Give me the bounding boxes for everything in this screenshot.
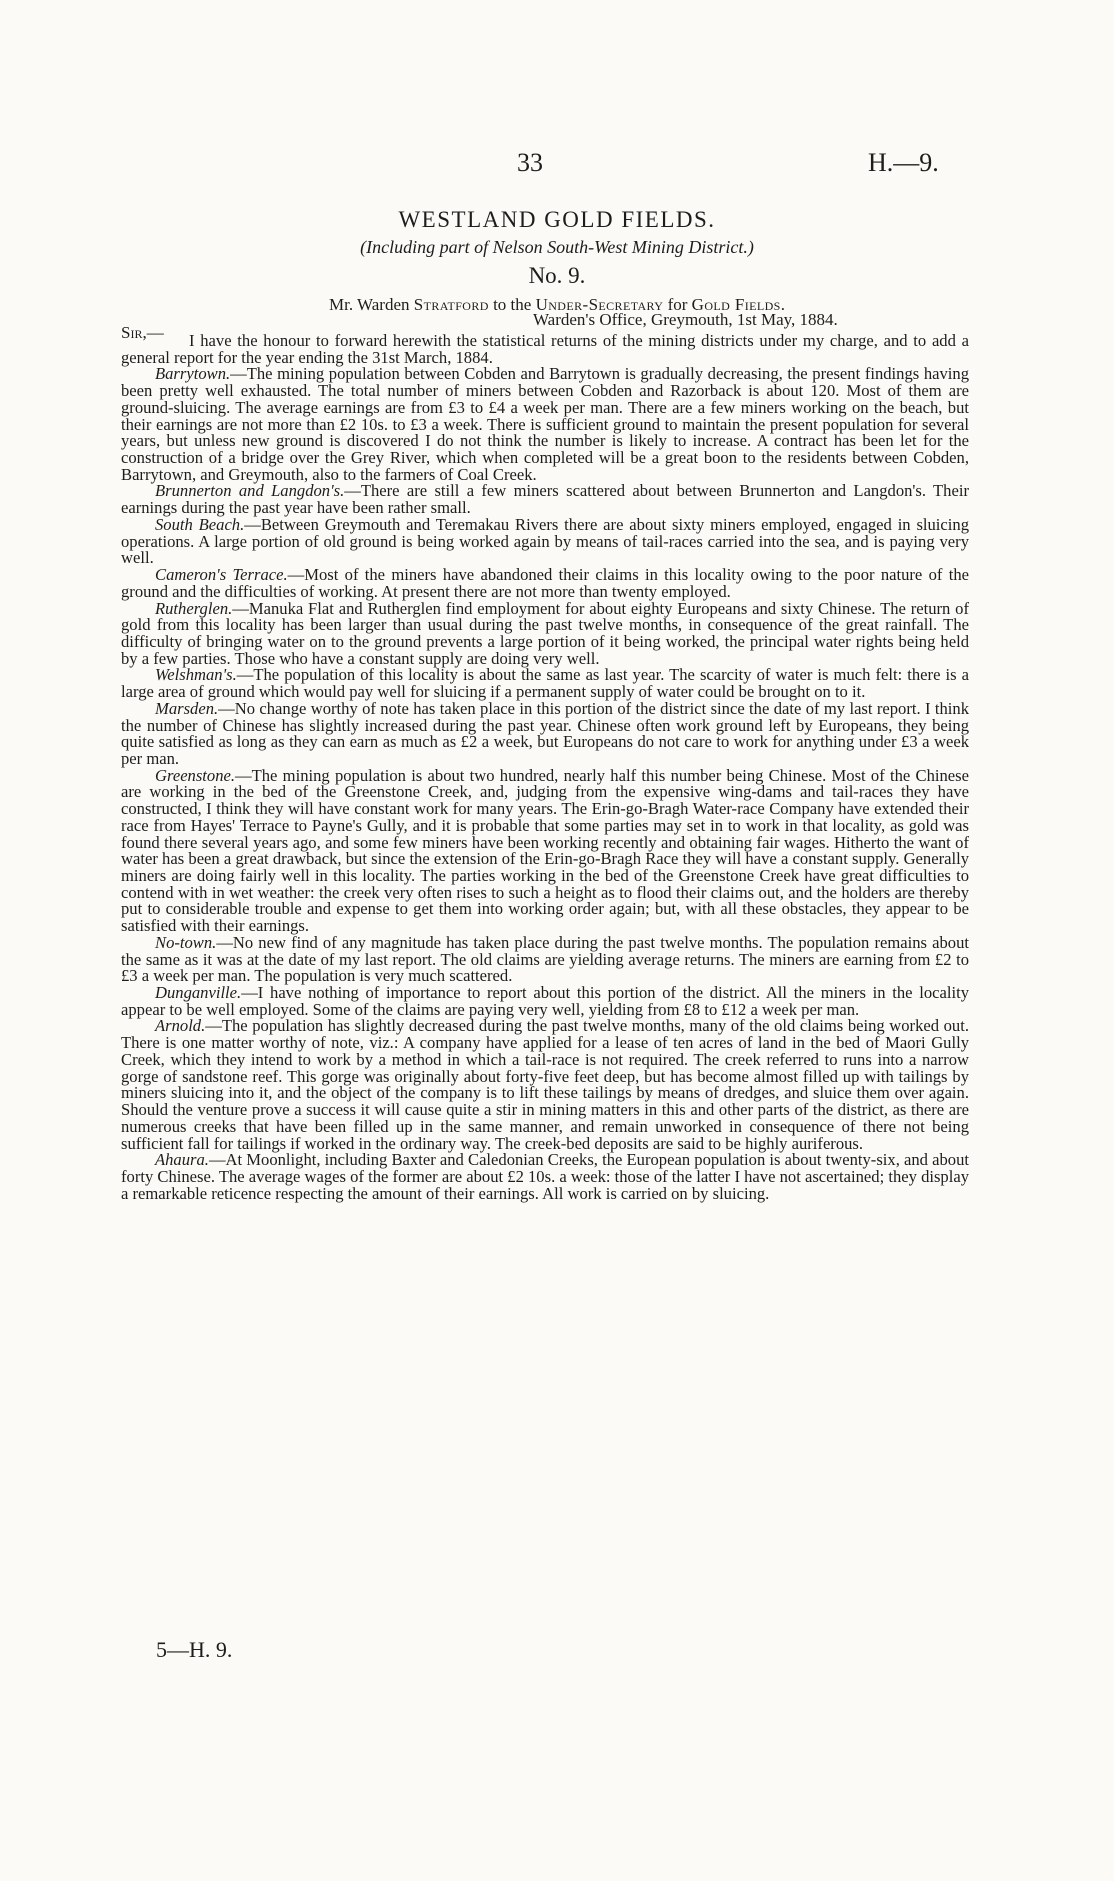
intro-paragraph: I have the honour to forward herewith the statistical returns of the mining districts under my charge, and to add a general report for the year ending the 31st March, 1884. xyxy=(121,331,969,367)
section-heading: Arnold. xyxy=(155,1016,206,1036)
section-heading: Barrytown. xyxy=(155,364,231,384)
section-heading: Brunnerton and Langdon's. xyxy=(155,481,345,501)
section-heading: Greenstone. xyxy=(155,765,236,785)
section-paragraph xyxy=(121,366,969,483)
section-paragraph xyxy=(121,1018,969,1152)
page-number: 33 xyxy=(517,148,543,177)
section-heading: Dunganville. xyxy=(155,983,242,1003)
address-part: to the xyxy=(488,295,536,314)
section-paragraph xyxy=(121,1152,969,1202)
section-heading: Ahaura. xyxy=(155,1150,209,1170)
document-reference: H.—9. xyxy=(868,148,939,177)
salutation: Sir,— xyxy=(121,323,164,342)
section-text: —The population of this locality is about the same as last year. The scarcity of water is much felt: there is a large area of ground which would pay well for sluicing if a permanent supply of water could be brought on to it. xyxy=(121,665,969,702)
dateline: Warden's Office, Greymouth, 1st May, 1884. xyxy=(533,310,838,329)
section-heading: South Beach. xyxy=(155,514,245,534)
report-body xyxy=(121,333,969,1202)
section-paragraph xyxy=(121,765,969,936)
section-text: —There are still a few miners scattered about between Brunnerton and Langdon's. Their earnings during the past year have been rather small. xyxy=(121,481,969,518)
address-part: for xyxy=(663,295,692,314)
section-heading: Marsden. xyxy=(155,698,219,718)
section-paragraph xyxy=(121,567,969,600)
section-text: —Between Greymouth and Teremakau Rivers there are about sixty miners employed, engaged in sluicing operations. A large portion of old ground is being worked again by means of tail-races carried into the sea, and is paying very well. xyxy=(121,514,969,568)
section-text: —The population has slightly decreased during the past twelve months, many of the old claims being worked out. There is one matter worthy of note, viz.: A company have applied for a lease of ten acres of land in the bed of Maori Gully Creek, which they intend to work by a method in which a tail-race is not required. The creek referred to runs into a narrow gorge of sandstone reef. This gorge was originally about forty-five feet deep, but has become almost filled up with tailings by miners sluicing into it, and the object of the company is to lift these tailings by means of dredges, and sluice them over again. Should the venture prove a success it will cause quite a stir in mining matters in this and other parts of the district, as there are numerous creeks that have been filled up in the same manner, and remain unworked in consequence of there not being sufficient fall for tailings if worked in the ordinary way. The creek-bed deposits are said to be highly auriferous. xyxy=(121,1016,969,1153)
page-title: WESTLAND GOLD FIELDS. xyxy=(398,207,716,232)
signature-mark: 5—H. 9. xyxy=(156,1637,233,1662)
section-text: —No change worthy of note has taken place in this portion of the district since the date of my last report. I think the number of Chinese has slightly increased during the past year. Chinese often work ground left by Europeans, they being quite satisfied as long as they can earn as much as £2 a week, but Europeans do not care to work for anything under £3 a week per man. xyxy=(121,698,969,768)
section-paragraph xyxy=(121,667,969,700)
address-department: Gold Fields xyxy=(691,295,781,314)
section-paragraph xyxy=(121,598,969,668)
section-text: —The mining population between Cobden and Barrytown is gradually decreasing, the present findings having been pretty well exhausted. The total number of miners between Cobden and Razorback is about 120. Most of them are ground-sluicing. The average earnings are from £3 to £4 a week per man. There are a few miners working on the beach, but their earnings are not more than £2 10s. to £3 a week. There is sufficient ground to maintain the present population for several years, but unless new ground is discovered I do not think the number is likely to increase. A contract has been let for the construction of a bridge over the Grey River, which when completed will be a great boon to the residents between Cobden, Barrytown, and Greymouth, also to the farmers of Coal Creek. xyxy=(121,364,969,484)
section-heading: No-town. xyxy=(155,932,217,952)
section-paragraph xyxy=(121,932,969,986)
address-recipient: Under-Secretary xyxy=(535,295,664,314)
section-text: —The mining population is about two hundred, nearly half this number being Chinese. Most of the Chinese are working in the bed of the Greenstone Creek, and, judging from the expensive wing-dams and tail-races they have constructed, I think they will have constant work for many years. The Erin-go-Bragh Water-race Company have extended their race from Hayes' Terrace to Payne's Gully, and it is probable that some parties may set in to work in that locality, as gold was found there several years ago, and some few miners have been working recently and obtaining fair wages. Hitherto the want of water has been a great drawback, but since the extension of the Erin-go-Bragh Race they will have a constant supply. Generally miners are doing fairly well in this locality. The parties working in the bed of the Greenstone Creek have great difficulties to contend with in wet weather: the creek very often rises to such a height as to flood their claims out, and the holders are thereby put to considerable trouble and expense to get them into working order again; but, with all these obstacles, they appear to be satisfied with their earnings. xyxy=(121,765,969,936)
section-text: —Manuka Flat and Rutherglen find employment for about eighty Europeans and sixty Chinese. The return of gold from this locality has been larger than usual during the past twelve months, in consequence of the great rainfall. The difficulty of bringing water on to the ground prevents a large portion of it being worked, the principal water rights being held by a few parties. Those who have a constant supply are doing very well. xyxy=(121,598,969,668)
address-sender: Stratford xyxy=(413,295,489,314)
address-part: . xyxy=(780,295,785,314)
page-subtitle: (Including part of Nelson South-West Mining District.) xyxy=(360,237,754,257)
section-heading: Cameron's Terrace. xyxy=(155,565,288,585)
section-text: —At Moonlight, including Baxter and Caledonian Creeks, the European population is about twenty-six, and about forty Chinese. The average wages of the former are about £2 10s. a week: those of the latter I have not ascertained; they display a remarkable reticence respecting the amount of their earnings. All work is carried on by sluicing. xyxy=(121,1150,969,1203)
section-heading: Welshman's. xyxy=(155,665,237,685)
section-paragraph xyxy=(121,483,969,516)
section-paragraph xyxy=(121,985,969,1018)
section-text: —No new find of any magnitude has taken place during the past twelve months. The population remains about the same as it was at the date of my last report. The old claims are yielding average returns. The miners are earning from £2 to £3 a week per man. The population is very much scattered. xyxy=(121,932,969,986)
section-text: —I have nothing of importance to report about this portion of the district. All the miners in the locality appear to be well employed. Some of the claims are paying very well, yielding from £8 to £12 a week per man. xyxy=(121,983,969,1019)
section-text: —Most of the miners have abandoned their claims in this locality owing to the poor nature of the ground and the difficulties of working. At present there are not more than twenty employed. xyxy=(121,565,969,601)
section-paragraph xyxy=(121,698,969,768)
section-heading: Rutherglen. xyxy=(155,598,233,618)
report-number: No. 9. xyxy=(528,263,586,288)
section-paragraph xyxy=(121,514,969,568)
address-part: Mr. Warden xyxy=(329,295,414,314)
